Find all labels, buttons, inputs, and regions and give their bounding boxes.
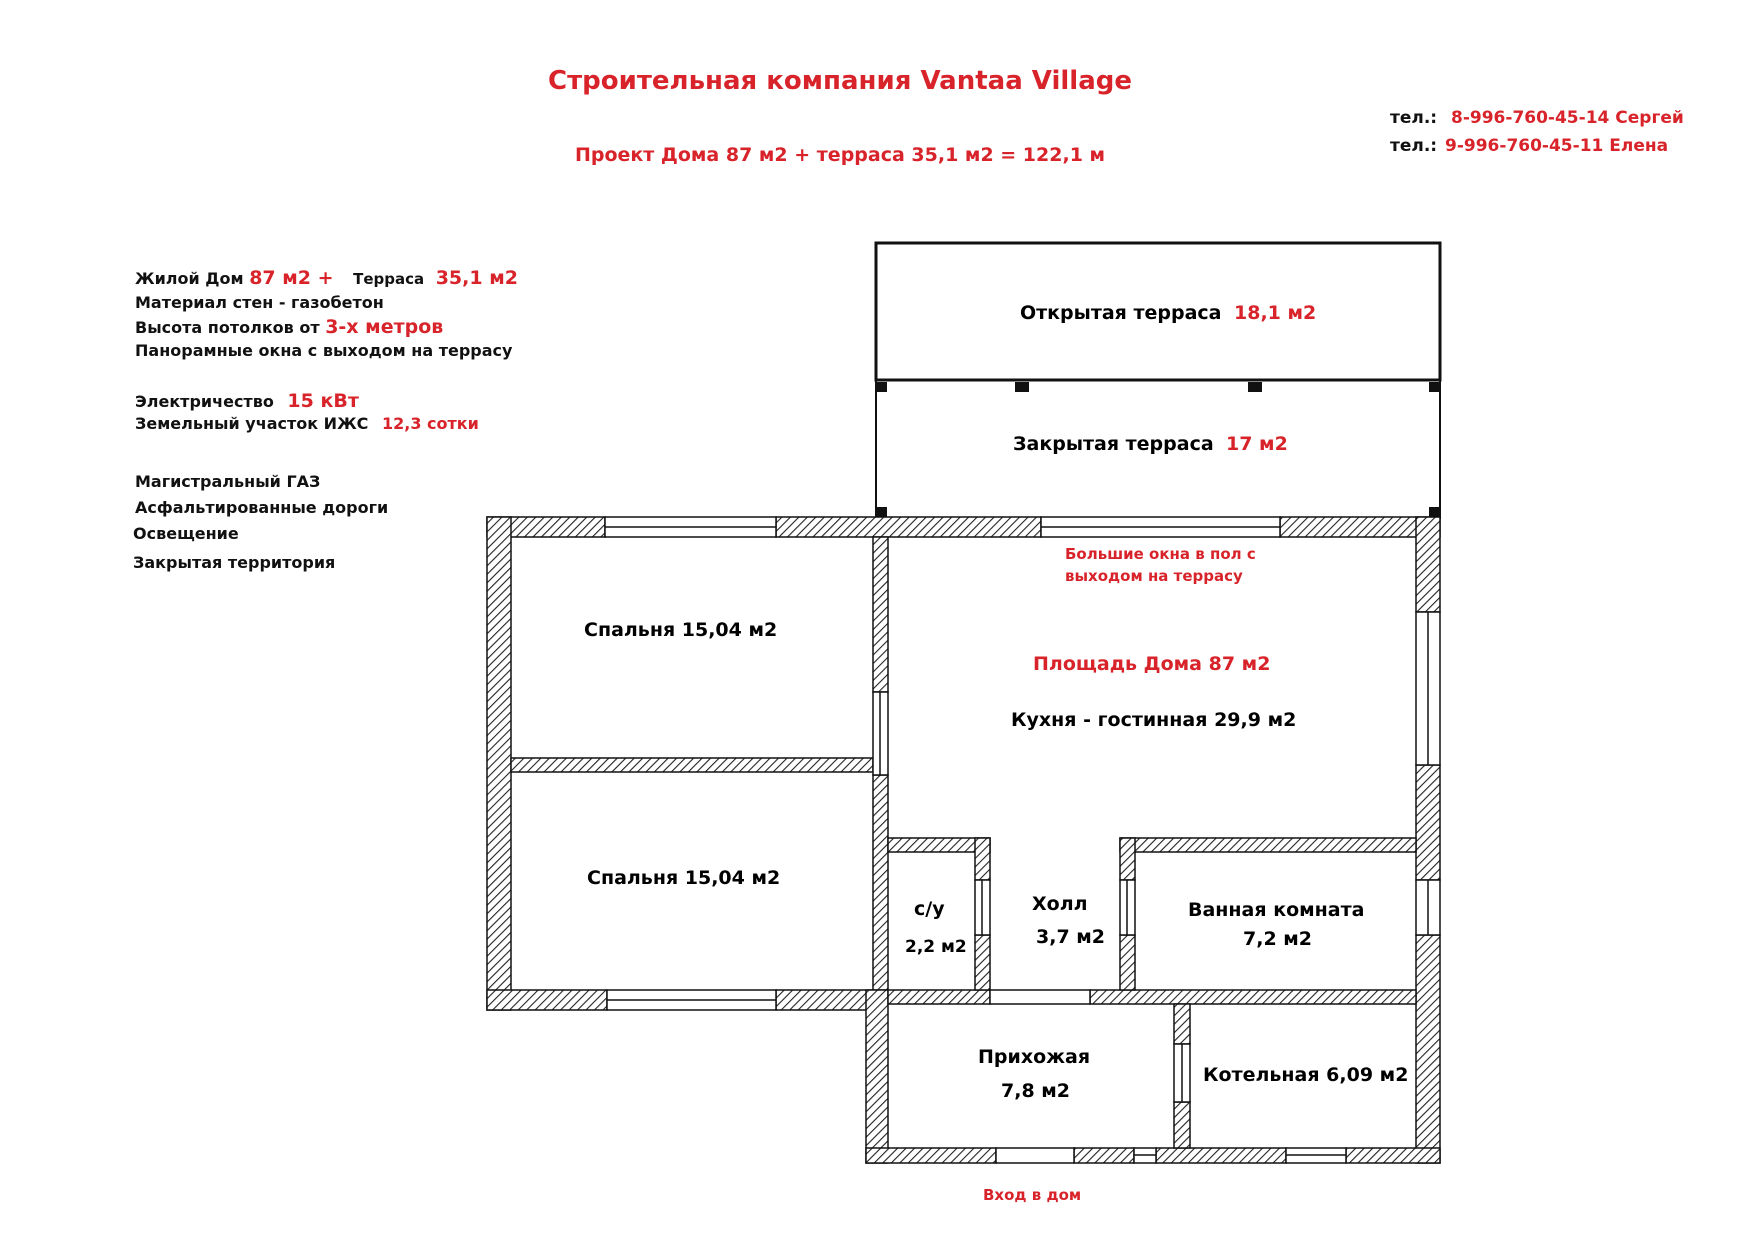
entrance-door [996,1148,1074,1163]
info-windows: Панорамные окна с выходом на террасу [135,341,513,360]
closed-terrace-label: Закрытая терраса [1013,433,1214,455]
phone-label: тел.: [1390,108,1438,128]
closed-terrace-area: 17 м2 [1226,433,1288,455]
phone-value: 8-996-760-45-14 Сергей [1451,108,1684,128]
info-feature-gas: Магистральный ГАЗ [135,472,321,491]
info-walls: Материал стен - газобетон [135,293,384,312]
phone-value: 9-996-760-45-11 Елена [1445,136,1669,156]
phone-label: тел.: [1390,136,1438,156]
wc-label: с/у [914,898,945,920]
entrance-label: Вход в дом [983,1186,1082,1204]
kitchen-label: Кухня - гостинная 29,9 м2 [1011,709,1297,731]
big-windows-note-line2: выходом на террасу [1065,567,1243,585]
info-value: 12,3 сотки [381,414,479,433]
company-title: Строительная компания Vantaa Village [548,66,1132,96]
info-value: 3-х метров [325,316,444,338]
info-feature-closed: Закрытая территория [133,553,336,572]
bedroom-2-label: Спальня 15,04 м2 [587,867,781,889]
info-feature-roads: Асфальтированные дороги [135,498,389,517]
house-area-label: Площадь Дома 87 м2 [1033,653,1271,675]
info-feature-lighting: Освещение [133,524,239,543]
info-value: 15 кВт [287,390,359,412]
info-label: Жилой Дом [135,269,244,288]
hall-label: Холл [1032,893,1088,915]
bathroom-label: Ванная комната [1188,899,1365,921]
boiler-room-label: Котельная 6,09 м2 [1203,1064,1409,1086]
info-value: 35,1 м2 [435,267,518,289]
info-label: Высота потолков от [135,318,320,337]
info-label: Терраса [353,270,425,288]
project-subtitle: Проект Дома 87 м2 + терраса 35,1 м2 = 122,1 м [574,144,1106,166]
info-label: Электричество [135,392,274,411]
bedroom-1-label: Спальня 15,04 м2 [584,619,778,641]
bathroom-area: 7,2 м2 [1243,928,1313,950]
entry-hall-label: Прихожая [978,1046,1091,1068]
open-terrace-label: Открытая терраса [1020,302,1222,324]
entry-hall-area: 7,8 м2 [1001,1080,1071,1102]
hall-area: 3,7 м2 [1036,926,1106,948]
wc-area: 2,2 м2 [905,937,967,957]
open-terrace-area: 18,1 м2 [1234,302,1317,324]
info-label: Земельный участок ИЖС [135,414,369,433]
info-value: 87 м2 + [249,267,334,289]
big-windows-note-line1: Большие окна в пол с [1065,545,1256,563]
